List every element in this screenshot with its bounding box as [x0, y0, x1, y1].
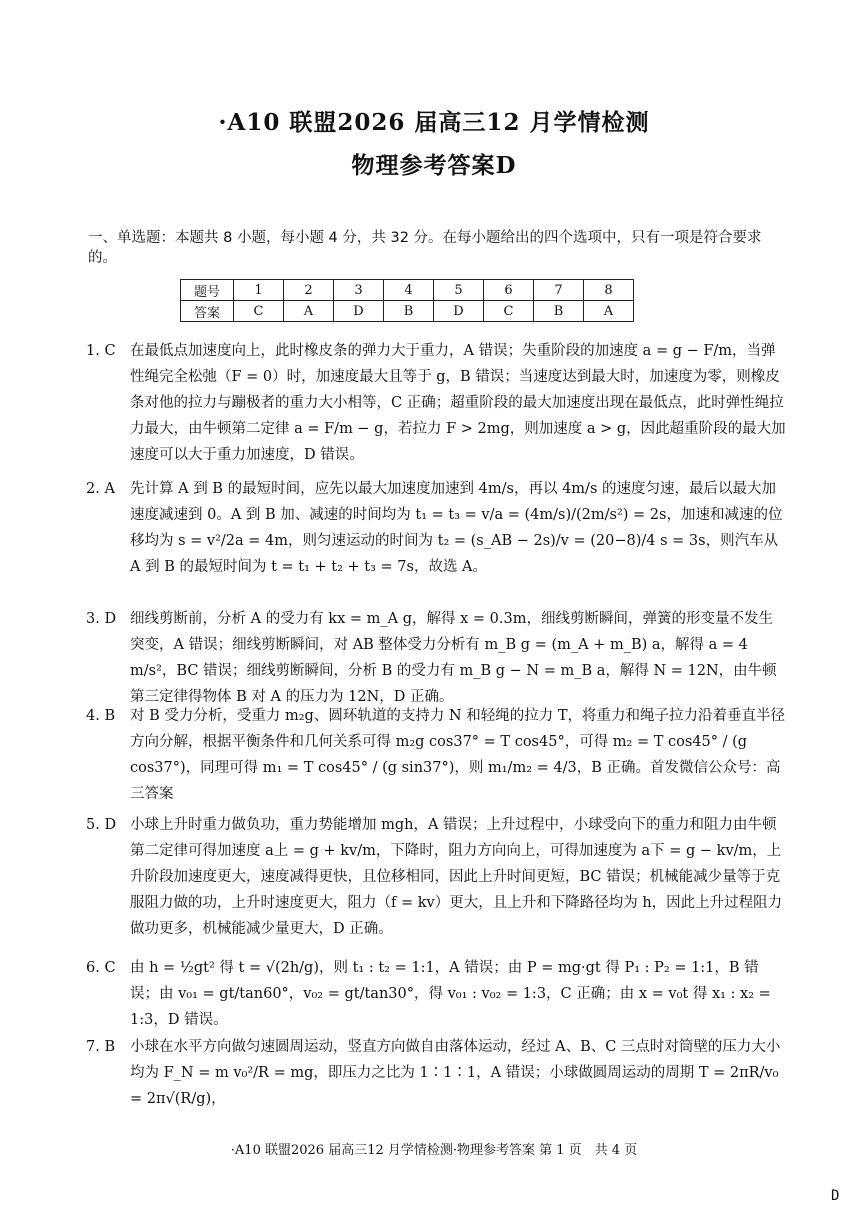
item-number: 2. A [86, 481, 115, 497]
table-cell: 2 [284, 280, 334, 301]
item-number: 5. D [86, 817, 117, 833]
row-label: 答案 [181, 301, 234, 322]
table-cell: A [284, 301, 334, 322]
section-heading: 一、单选题：本题共 8 小题，每小题 4 分，共 32 分。在每小题给出的四个选项中，只有一项是符合要求的。 [88, 230, 762, 266]
list-item [86, 1034, 786, 1112]
table-cell: B [534, 301, 584, 322]
page-footer: ·A10 联盟2026 届高三12 月学情检测·物理参考答案 第 1 页 共 4 页 [230, 1143, 638, 1158]
page-subtitle: 物理参考答案D [351, 152, 517, 179]
item-text: 在最低点加速度向上，此时橡皮条的弹力大于重力，A 错误；失重阶段的加速度 a = g − F/m，当弹性绳完全松弛（F = 0）时，加速度最大且等于 g，B 错误；当速度达到最大时，加速度为零，则橡皮条对他的拉力与蹦极者的重力大小相等，C 正确；超重阶段的最大加速度出现在最低点，此时弹性绳拉力最大，由牛顿第二定律 a = F/m − g，若拉力 F > 2mg，则加速度 a > g，因此超重阶段的最大加速度可以大于重力加速度，D 错误。 [130, 343, 786, 463]
table-cell: C [234, 301, 284, 322]
list-item [86, 606, 786, 710]
table-cell: C [484, 301, 534, 322]
item-text: 细线剪断前，分析 A 的受力有 kx = m_A g，解得 x = 0.3m，细线剪断瞬间，弹簧的形变量不发生突变，A 错误；细线剪断瞬间，对 AB 整体受力分析有 m_B g = (m_A + m_B) a，解得 a = 4 m/s²，BC 错误；细线剪断瞬间，分析 B 的受力有 m_B g − N = m_B a，解得 N = 12N，由牛顿第三定律得物体 B 对 A 的压力为 12N，D 正确。 [130, 611, 777, 705]
item-text: 先计算 A 到 B 的最短时间，应先以最大加速度加速到 4m/s，再以 4m/s 的速度匀速，最后以最大加速度减速到 0。A 到 B 加、减速的时间均为 t₁ = t₃ = v/a = (4m/s)/(2m/s²) = 2s，加速和减速的位移均为 s = v²/2a = 4m，则匀速运动的时间为 t₂ = (s_AB − 2s)/v = (20−8)/4 s = 3s，则汽车从 A 到 B 的最短时间为 t = t₁ + t₂ + t₃ = 7s，故选 A。 [130, 481, 783, 575]
answer-table [180, 279, 634, 322]
table-cell: D [334, 301, 384, 322]
item-number: 3. D [86, 611, 117, 627]
item-text: 由 h = ½gt² 得 t = √(2h/g)，则 t₁ : t₂ = 1:1，A 错误；由 P = mg·gt 得 P₁ : P₂ = 1:1，B 错误；由 v₀₁ = gt/tan60°，v₀₂ = gt/tan30°，得 v₀₁ : v₀₂ = 1:3，C 正确；由 x = v₀t 得 x₁ : x₂ = 1:3，D 错误。 [130, 960, 771, 1028]
item-number: 6. C [86, 960, 116, 976]
list-item [86, 703, 786, 807]
row-label: 题号 [181, 280, 234, 301]
list-item [86, 812, 786, 942]
table-cell: 3 [334, 280, 384, 301]
table-row [181, 301, 634, 322]
table-cell: D [434, 301, 484, 322]
table-cell: B [384, 301, 434, 322]
list-item [86, 955, 786, 1033]
page-title: ·A10 联盟2026 届高三12 月学情检测 [218, 109, 650, 136]
corner-mark: D [831, 1188, 840, 1204]
table-cell: 1 [234, 280, 284, 301]
table-cell: 7 [534, 280, 584, 301]
item-text: 小球上升时重力做负功，重力势能增加 mgh，A 错误；上升过程中，小球受向下的重力和阻力由牛顿第二定律可得加速度 a上 = g + kv/m，下降时，阻力方向向上，可得加速度为 a下 = g − kv/m，上升阶段加速度更大，速度减得更快，且位移相同，因此上升时间更短，BC 错误；机械能减少量等于克服阻力做的功，上升时速度更大，阻力（f = kv）更大，且上升和下降路径均为 h，因此上升过程阻力做功更多，机械能减少量更大，D 正确。 [130, 817, 783, 937]
item-number: 1. C [86, 343, 116, 359]
item-number: 7. B [86, 1039, 116, 1055]
list-item [86, 476, 786, 580]
table-cell: 4 [384, 280, 434, 301]
list-item [86, 338, 786, 468]
table-cell: 8 [584, 280, 634, 301]
item-text: 小球在水平方向做匀速圆周运动，竖直方向做自由落体运动，经过 A、B、C 三点时对筒壁的压力大小均为 F_N = m v₀²/R = mg，即压力之比为 1∶1∶1，A 错误；小球做圆周运动的周期 T = 2πR/v₀ = 2π√(R/g)， [130, 1039, 781, 1107]
table-cell: A [584, 301, 634, 322]
table-cell: 5 [434, 280, 484, 301]
item-text: 对 B 受力分析，受重力 m₂g、圆环轨道的支持力 N 和轻绳的拉力 T，将重力和绳子拉力沿着垂直半径方向分解，根据平衡条件和几何关系可得 m₂g cos37° = T cos45°，可得 m₂ = T cos45° / (g cos37°)，同理可得 m₁ = T cos45° / (g sin37°)，则 m₁/m₂ = 4/3，B 正确。首发微信公众号：高三答案 [130, 708, 786, 802]
table-row [181, 280, 634, 301]
table-cell: 6 [484, 280, 534, 301]
item-number: 4. B [86, 708, 116, 724]
